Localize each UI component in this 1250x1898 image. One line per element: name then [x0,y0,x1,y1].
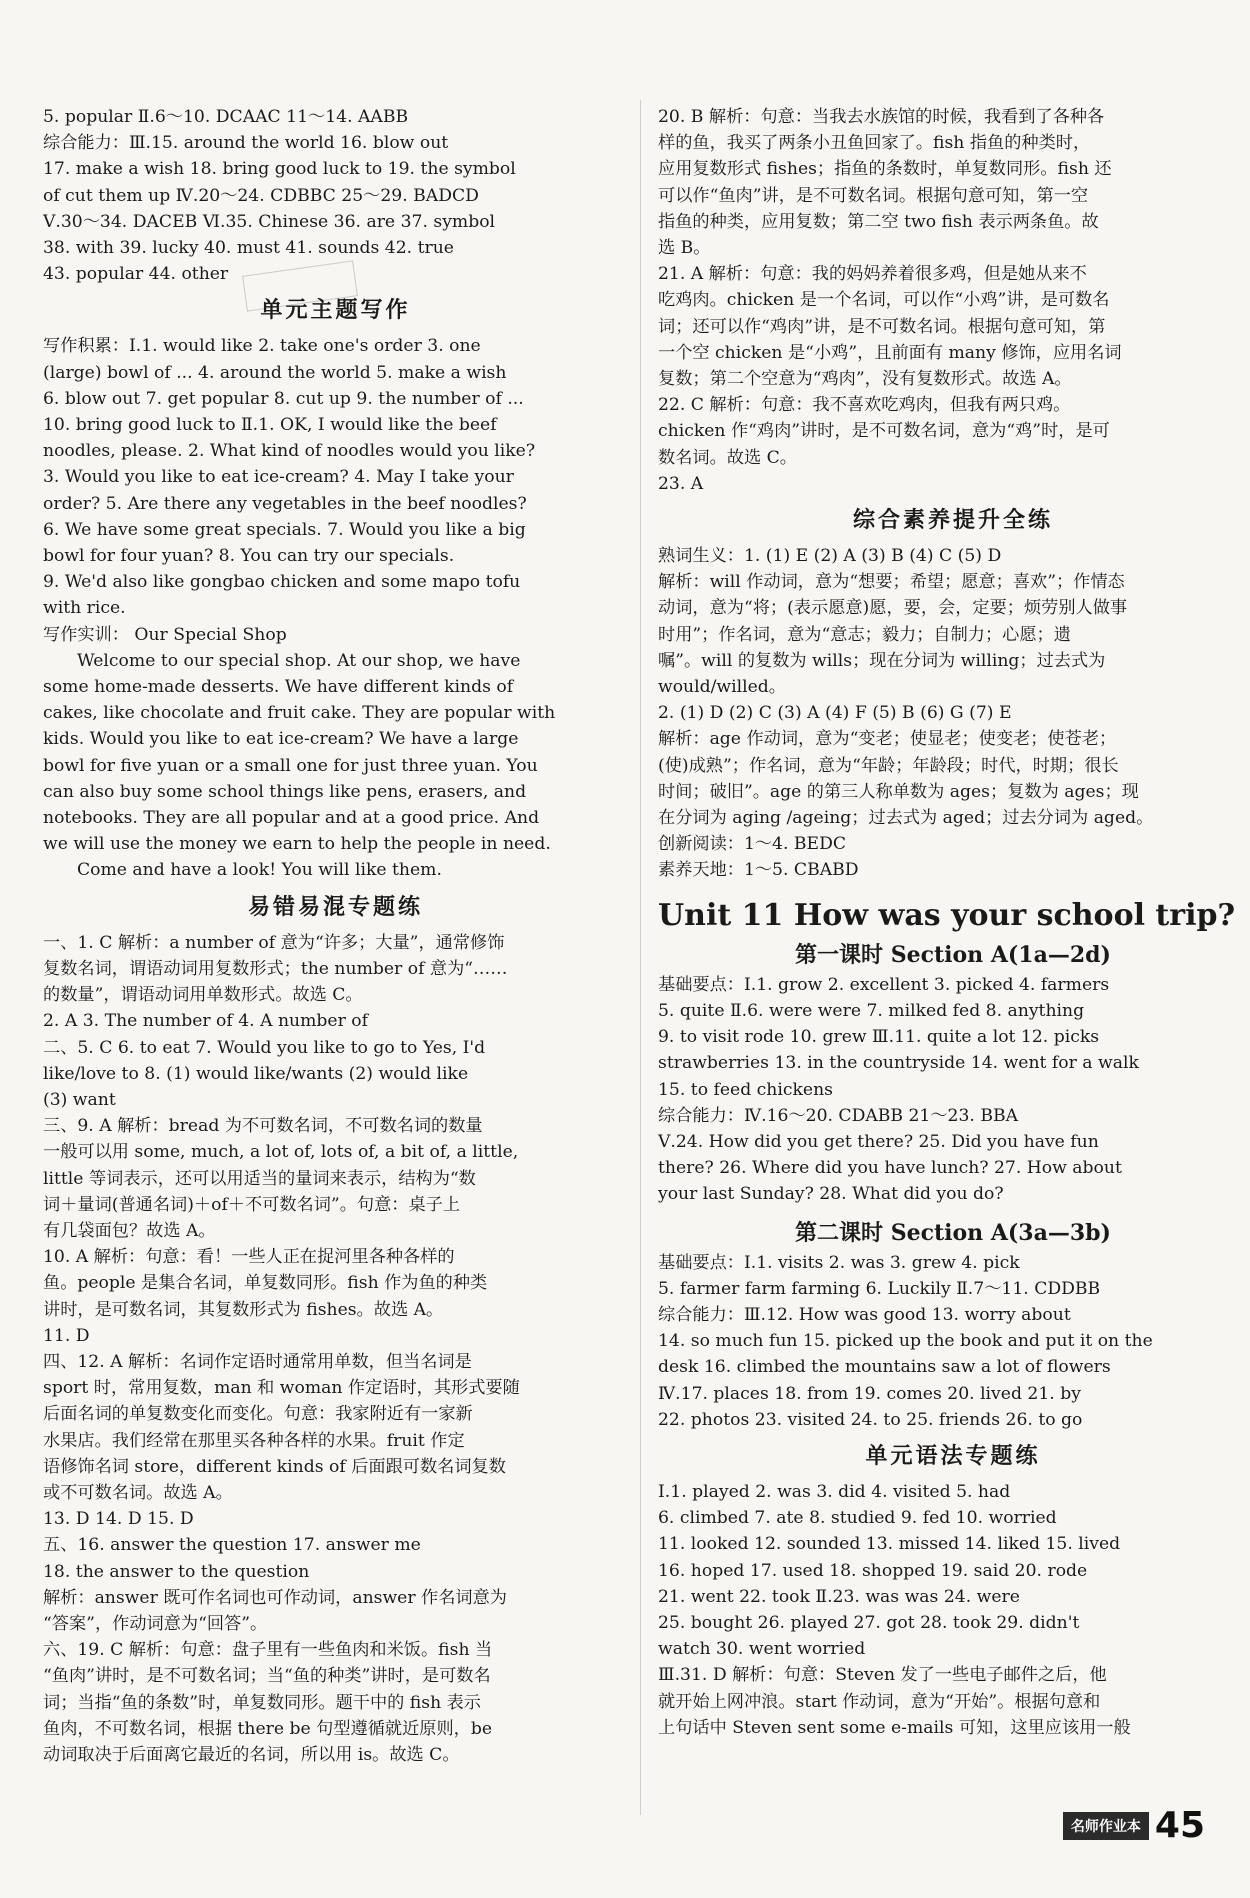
text-line: 5. quite Ⅱ.6. were were 7. milked fed 8. anything [658,1000,1085,1021]
text-line: 17. make a wish 18. bring good luck to 19. the symbol [43,159,516,180]
text-line: 选 B。 [658,238,711,259]
text-line: 2. (1) D (2) C (3) A (4) F (5) B (6) G (7) E [658,703,1012,724]
text-line: 解析：answer 既可作名词也可作动词，answer 作名词意为 [43,1587,507,1608]
text-line: desk 16. climbed the mountains saw a lot of flowers [658,1357,1111,1378]
text-line: 综合能力：Ⅳ.16～20. CDABB 21～23. BBA [658,1105,1019,1126]
text-line: 时用”；作名词，意为“意志；毅力；自制力；心愿；遗 [658,624,1071,645]
text-line: 鱼肉，不可数名词，根据 there be 句型遵循就近原则，be [43,1718,493,1739]
section-heading: 单元主题写作 [260,298,411,324]
text-line: 熟词生义：1. (1) E (2) A (3) B (4) C (5) D [658,546,1002,567]
text-line: 水果店。我们经常在那里买各种各样的水果。fruit 作定 [43,1430,465,1451]
text-line: 20. B 解析：句意：当我去水族馆的时候，我看到了各种各 [658,107,1105,127]
text-line: 22. C 解析：句意：我不喜欢吃鸡肉，但我有两只鸡。 [658,395,1071,416]
section-heading: 综合素养提升全练 [852,508,1053,534]
text-line: 动词取决于后面离它最近的名词，所以用 is。故选 C。 [43,1744,460,1765]
text-line: bowl for four yuan? 8. You can try our specials. [43,546,455,567]
text-line: 18. the answer to the question [43,1561,310,1582]
spacer [658,1208,1248,1216]
lesson-heading: 第一课时 Section A(1a—2d) [795,941,1111,968]
text-line: 可以作“鱼肉”讲，是不可数名词。根据句意可知，第一空 [658,185,1089,206]
text-line: 22. photos 23. visited 24. to 25. friends 26. to go [658,1409,1083,1430]
text-line: your last Sunday? 28. What did you do? [658,1184,1004,1205]
text-line: order? 5. Are there any vegetables in the beef noodles? [43,493,527,514]
text-line: 五、16. answer the question 17. answer me [43,1535,421,1556]
text-line: Ⅳ.17. places 18. from 19. comes 20. lived 21. by [658,1383,1081,1404]
text-line: 16. hoped 17. used 18. shopped 19. said 20. rode [658,1560,1088,1581]
page-footer [1063,1805,1205,1846]
text-line: Ⅴ.30～34. DACEB Ⅵ.35. Chinese 36. are 37. symbol [43,211,496,232]
text-line: “答案”，作动词意为“回答”。 [43,1613,268,1634]
text-line: notebooks. They are all popular and at a good price. And [43,808,540,829]
text-line: 解析：age 作动词，意为“变老；使显老；使变老；使苍老； [658,729,1117,750]
column-divider [640,100,641,1815]
text-line: 2. A 3. The number of 4. A number of [43,1011,368,1032]
text-line: “鱼肉”讲时，是不可数名词；当“鱼的种类”讲时，是可数名 [43,1666,491,1687]
text-line: 5. farmer farm farming 6. Luckily Ⅱ.7～11. CDDBB [658,1278,1101,1299]
text-line: 15. to feed chickens [658,1079,833,1100]
text-line: Ⅰ.1. played 2. was 3. did 4. visited 5. had [658,1481,1011,1502]
page-number: 45 [1154,1805,1205,1846]
text-line: 二、5. C 6. to eat 7. Would you like to go to Yes, I'd [43,1037,486,1058]
right-column [658,104,1248,1741]
text-line: bowl for five yuan or a small one for just three yuan. You [43,755,538,776]
text-line: (large) bowl of ... 4. around the world 5. make a wish [43,362,507,383]
text-line: (3) want [43,1089,116,1110]
text-line: 11. looked 12. sounded 13. missed 14. liked 15. lived [658,1534,1121,1555]
text-line: 21. went 22. took Ⅱ.23. was was 24. were [658,1586,1020,1607]
text-line: 9. We'd also like gongbao chicken and some mapo tofu [43,572,521,593]
text-line: 一个空 chicken 是“小鸡”，且前面有 many 修饰，应用名词 [658,342,1122,363]
text-line: 创新阅读：1～4. BEDC [658,834,847,855]
text-line: 11. D [43,1325,90,1346]
text-line: 素养天地：1～5. CBABD [658,860,859,881]
left-column [43,104,628,1768]
footer-label: 名师作业本 [1063,1812,1149,1840]
text-line: 一、1. C 解析：a number of 意为“许多；大量”，通常修饰 [43,932,505,953]
text-line: 43. popular 44. other [43,264,229,285]
unit-title: Unit 11 How was your school trip? [658,897,1236,933]
text-line: 的数量”，谓语动词用单数形式。故选 C。 [43,985,363,1006]
text-line: (使)成熟”；作名词，意为“年龄；年龄段；时代，时期；很长 [658,755,1119,776]
text-line: strawberries 13. in the countryside 14. went for a walk [658,1053,1139,1074]
section-heading: 易错易混专题练 [247,894,423,920]
text-line: 后面名词的单复数变化而变化。句意：我家附近有一家新 [43,1404,473,1425]
text-line: like/love to 8. (1) would like/wants (2) would like [43,1063,469,1084]
text-line: 四、12. A 解析：名词作定语时通常用单数，但当名词是 [43,1351,472,1372]
text-line: 3. Would you like to eat ice-cream? 4. May I take your [43,467,514,488]
text-line: Ⅲ.31. D 解析：句意：Steven 发了一些电子邮件之后，他 [658,1665,1107,1686]
text-line: 23. A [658,473,704,494]
text-line: 上句话中 Steven sent some e-mails 可知，这里应该用一般 [658,1717,1131,1738]
section-heading: 单元语法专题练 [865,1443,1041,1469]
text-line: cakes, like chocolate and fruit cake. They are popular with [43,703,556,724]
text-line: 就开始上网冲浪。start 作动词，意为“开始”。根据句意和 [658,1691,1101,1712]
text-line: sport 时，常用复数，man 和 woman 作定语时，其形式要随 [43,1378,520,1399]
text-line: chicken 作“鸡肉”讲时，是不可数名词，意为“鸡”时，是可 [658,421,1110,442]
text-line: 动词，意为“将；(表示愿意)愿，要，会，定要；烦劳别人做事 [658,598,1128,619]
text-line: 综合能力：Ⅲ.15. around the world 16. blow out [43,133,449,154]
text-line: kids. Would you like to eat ice-cream? We have a large [43,729,519,750]
text-line: 语修饰名词 store，different kinds of 后面跟可数名词复数 [43,1456,506,1477]
text-line: can also buy some school things like pens, erasers, and [43,781,527,802]
text-line: 时间；破旧”。age 的第三人称单数为 ages；复数为 ages；现 [658,781,1139,802]
text-line: 10. bring good luck to Ⅱ.1. OK, I would like the beef [43,415,497,436]
text-line: 应用复数形式 fishes；指鱼的条数时，单复数同形。fish 还 [658,159,1112,180]
text-line: 样的鱼，我买了两条小丑鱼回家了。fish 指鱼的种类时， [658,133,1091,154]
text-line: 吃鸡肉。chicken 是一个名词，可以作“小鸡”讲，是可数名 [658,290,1110,311]
lesson-heading: 第二课时 Section A(3a—3b) [795,1219,1111,1246]
text-line: Ⅴ.24. How did you get there? 25. Did you have fun [658,1131,1099,1152]
text-line: 写作实训： Our Special Shop [43,624,287,645]
text-line: 21. A 解析：句意：我的妈妈养着很多鸡，但是她从来不 [658,264,1087,285]
text-line: 38. with 39. lucky 40. must 41. sounds 42. true [43,238,454,259]
text-line: noodles, please. 2. What kind of noodles would you like? [43,441,536,462]
text-line: 有几袋面包？故选 A。 [43,1220,216,1241]
text-line: 词；当指“鱼的条数”时，单复数同形。题干中的 fish 表示 [43,1692,481,1713]
text-line: 或不可数名词。故选 A。 [43,1482,233,1503]
text-line: 三、9. A 解析：bread 为不可数名词，不可数名词的数量 [43,1116,483,1137]
text-line: 讲时，是可数名词，其复数形式为 fishes。故选 A。 [43,1299,444,1320]
text-line: watch 30. went worried [658,1639,866,1660]
text-line: 数名词。故选 C。 [658,447,797,468]
text-line: 6. We have some great specials. 7. Would you like a big [43,519,526,540]
text-line: 25. bought 26. played 27. got 28. took 29. didn't [658,1612,1080,1633]
text-line: 解析：will 作动词，意为“想要；希望；愿意；喜欢”；作情态 [658,572,1125,593]
text-line: would/willed。 [658,677,786,698]
text-line: 写作积累：Ⅰ.1. would like 2. take one's order 3. one [43,336,481,357]
text-line: of cut them up Ⅳ.20～24. CDBBC 25～29. BADCD [43,185,479,206]
essay-line: Come and have a look! You will like them. [77,860,442,881]
text-line: 14. so much fun 15. picked up the book and put it on the [658,1331,1153,1352]
text-line: 6. climbed 7. ate 8. studied 9. fed 10. worried [658,1508,1057,1529]
text-line: 基础要点：Ⅰ.1. visits 2. was 3. grew 4. pick [658,1252,1020,1273]
text-line: 复数；第二个空意为“鸡肉”，没有复数形式。故选 A。 [658,369,1072,390]
text-line: little 等词表示，还可以用适当的量词来表示，结构为“数 [43,1168,476,1189]
text-line: 5. popular Ⅱ.6～10. DCAAC 11～14. AABB [43,107,409,127]
text-line: 嘱”。will 的复数为 wills；现在分词为 willing；过去式为 [658,650,1106,671]
text-line: 鱼。people 是集合名词，单复数同形。fish 作为鱼的种类 [43,1273,488,1294]
essay-line: Welcome to our special shop. At our shop, we have [77,650,521,671]
text-line: 6. blow out 7. get popular 8. cut up 9. the number of ... [43,388,524,409]
text-line: 复数名词，谓语动词用复数形式；the number of 意为“…… [43,958,508,979]
text-line: 综合能力：Ⅲ.12. How was good 13. worry about [658,1304,1071,1325]
text-line: 一般可以用 some, much, a lot of, lots of, a bit of, a little, [43,1142,519,1163]
text-line: 9. to visit rode 10. grew Ⅲ.11. quite a lot 12. picks [658,1027,1100,1048]
text-line: there? 26. Where did you have lunch? 27. How about [658,1158,1122,1179]
text-line: 10. A 解析：句意：看！一些人正在捉河里各种各样的 [43,1247,455,1268]
text-line: 指鱼的种类，应用复数；第二空 two fish 表示两条鱼。故 [658,211,1099,232]
text-line: 基础要点：Ⅰ.1. grow 2. excellent 3. picked 4. farmers [658,974,1110,995]
text-line: we will use the money we earn to help the people in need. [43,834,551,855]
text-line: some home-made desserts. We have different kinds of [43,677,514,698]
text-line: 六、19. C 解析：句意：盘子里有一些鱼肉和米饭。fish 当 [43,1640,493,1661]
text-line: 13. D 14. D 15. D [43,1509,194,1530]
text-line: 词；还可以作“鸡肉”讲，是不可数名词。根据句意可知，第 [658,316,1106,337]
text-line: 在分词为 aging /ageing；过去式为 aged；过去分词为 aged。 [658,808,1154,829]
text-line: 词＋量词(普通名词)＋of＋不可数名词”。句意：桌子上 [43,1194,461,1215]
text-line: with rice. [43,598,126,619]
